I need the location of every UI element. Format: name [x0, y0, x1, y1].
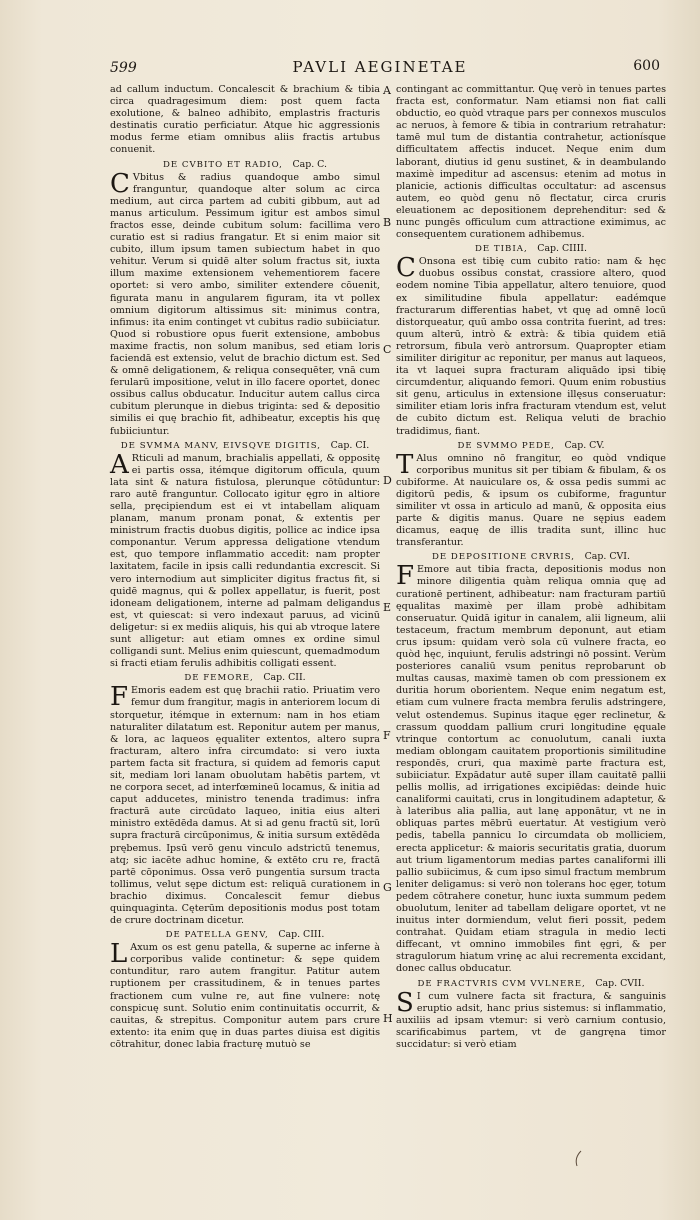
paragraph: [396, 84, 666, 241]
margin-letter: H: [383, 1012, 393, 1025]
chapter-number: Cap. C.: [292, 158, 327, 170]
paragraph-text: Emoris eadem est quę brachii ratio. Priuatim vero femur dum frangitur, magis in anteriorem locum di storquetur, itémque in externum: nam in hos etiam naturaliter dilatatum est. Reponitur autem per manus, & lora, ac laqueos ęqualiter extentos, altero supra fracturam, altero infra circumdato: si vero iuxta partem facta sit fractura, si quidem ad femoris caput sit, mediam lori lanam obuolutam habētis partem, vt ne corpora secet, ad interfœmineū locamus, & initia ad caput adducetes, ministro tenenda tradimus: infra fracturā aute circūdato laqueo, initia eius alteri ministro extēdēda damus. At si ad genu fractū sit, lorū supra fracturā circūponimus, & initia sursum extēdēda prębemus. Ipsū verō genu vinculo adstrictū tenemus, atq; sic iacēte adhuc homine, & extēto cru re, fractā partē cōponimus. Ossa verō pungentia sursum tracta tollimus, velut sępe dictum est: reliquā curationem in brachio diximus. Concalescit femur diebus quinquaginta. Cęterūm depositionis modus post totam de crure doctrinam dicetur.: [110, 685, 380, 927]
chapter-number: Cap. CIIII.: [537, 243, 587, 255]
chapter-heading: [110, 159, 380, 171]
paragraph: [396, 253, 666, 437]
paragraph-text: contingant ac committantur. Quę verò in tenues partes fracta est, conformatur. Nam etiamsi non fiat calli obductio, eo quòd vtraque pars per connexos musculos ac neruos, à femore & tibia in contrarium retrahatur: tamē mul tum de distantia contrahetur, actionísque difficultatem affectis inducet. Neque enim dum laborant, diutius id genu sustinet, & in deambulando maximè impeditur ad ascensus: etenim ad motus in planicie, actionis difficultas occultatur: ad ascensus autem, eo quòd genu nō flectatur, circa cruris eleuationem ac depositionem deprehenditur: sed & nunc pungēs officulum cum attractione eximimus, ac consequentem curationem adhibemus.: [396, 84, 666, 241]
chapter-number: Cap. CV.: [564, 439, 605, 451]
drop-cap: F: [396, 561, 415, 592]
paragraph: [110, 84, 380, 157]
chapter-number: Cap. CVI.: [584, 551, 630, 563]
paragraph-text: Axum os est genu patella, & superne ac inferne à corporibus valide continetur: & sępe quidem contunditur, raro autem frangitur. Patitur autem ruptionem per crassitudinem, & in tenues partes fractionem cum vulne re, aut fine vulnere: notę conspicuę sunt. Solutio enim continuitatis occurrit, & cauitas, & strepitus. Componitur autem pars crure extento: ita enim quę in duas partes diuisa est digitis cōtrahitur, donec labia fracturę mutuò se: [110, 942, 380, 1050]
chapter-number: Cap. CI.: [330, 439, 370, 451]
page-number-right: 600: [633, 58, 660, 74]
paragraph-text: I cum vulnere facta sit fractura, & sanguinis eruptio adsit, hanc prius sistemus: si inflammatio, auxiliis ad ipsam vtemur: si verò carnium contusio, scarificabimus partem, vt de gangręna timor succidatur: si verò etiam: [396, 990, 666, 1050]
chapter-title: DE PATELLA GENV,: [165, 930, 269, 941]
paragraph-text: Vbitus & radius quandoque ambo simul franguntur, quandoque alter solum ac circa medium, aut circa partem ad cubiti gibbum, aut ad manus articulum. Pessimum igitur est ambos simul fractos esse, deinde cubitum solum: facillima vero curatio est si radius frangatur. Et si enim maior sit cubito, illum ipsum tamen subiectum habet in quo vehitur. Verum si quidē alter solum fractus sit, iuxta illum maxime extensionem vehementiorem facere oportet: si vero ambo, similiter extendere cōuenit, figurata manu in angularem figuram, ita vt pollex omnium digitorum altissimus sit: minimus contra, infimus: ita enim continget vt cubitus radio subiiciatur. Quod si robustiore opus fuerit extensione, ambobus maxime fractis, non solum manibus, sed etiam loris faciendā est extensio, velut de brachio dictum est. Sed & omnē deligationem, & reliqua consequēter, vnā cum ferularū impositione, velut in illo facere oportet, donec ossibus callus obducatur. Inducitur autem callus circa cubitum plerunque in diebus triginta: sed & depositio similis ei quę brachio fit, adhibeatur, exceptis his quę fubiiciuntur.: [110, 171, 380, 437]
drop-cap: L: [110, 939, 128, 970]
chapter-number: Cap. CII.: [263, 672, 306, 684]
chapter-title: DE FRACTVRIS CVM VVLNERE,: [417, 978, 586, 989]
running-header: [100, 58, 660, 80]
right-column: [396, 84, 666, 1051]
drop-cap: C: [396, 253, 416, 284]
drop-cap: A: [110, 449, 129, 480]
pen-mark-icon: [573, 1150, 585, 1168]
margin-letter: E: [383, 601, 392, 614]
running-title: PAVLI AEGINETAE: [292, 58, 468, 76]
chapter-title: DE CVBITO ET RADIO,: [162, 159, 283, 170]
paragraph: [110, 449, 380, 671]
chapter-title: DE SVMMA MANV, EIVSQVE DIGITIS,: [120, 440, 322, 451]
margin-letter: D: [383, 474, 392, 487]
chapter-title: DE SVMMO PEDE,: [457, 440, 555, 451]
paragraph: [396, 987, 666, 1051]
margin-letter: C: [383, 343, 392, 356]
margin-letter: A: [383, 84, 391, 97]
paragraph: [110, 682, 380, 927]
left-column: [110, 84, 380, 1051]
paragraph-text: Rticuli ad manum, brachialis appellati, & oppositę ei partis ossa, itémque digitorum officula, quum lata sint & natura fistulosa, plerunque cōtūduntur: raro autē franguntur. Collocato igitur ęgro in altiore sella, pręcipiendum est ei vt intabellam aliquam planam, manum pronam ponat, & extentis per ministrum fractis duobus digitis, pollice ac indice ipsa componantur. Verum appressa deligatione vtendum est, quo tempore inflammatio accedit: nam propter laxitatem, facile in ipsis calli redundantia excrescit. Si vero internodium aut simpliciter digitus fractus fit, si quidē magnus, qui & pollex appellatur, is fuerit, post idoneam deligationem, interne ad palmam deligandus est, vt quiescat: si vero indexaut paruus, ad vicinū deligetur: si ex mediis aliquis, his qui ab vtroque latere sunt alligetur: aut etiam omnes ex ordine simul colligandi sunt. Melius enim quiescunt, quemadmodum si fracti etiam ferulis adhibitis colligati essent.: [110, 452, 380, 670]
chapter-number: Cap. CIII.: [278, 929, 325, 941]
chapter-title: DE TIBIA,: [475, 244, 528, 255]
margin-letter: B: [383, 216, 392, 229]
chapter-heading: [396, 440, 666, 452]
margin-letter: G: [383, 881, 392, 894]
chapter-heading: [396, 978, 666, 990]
chapter-heading: [396, 243, 666, 255]
drop-cap: C: [110, 168, 130, 199]
chapter-title: DE FEMORE,: [184, 673, 254, 684]
drop-cap: T: [396, 449, 414, 480]
chapter-number: Cap. CVII.: [595, 977, 645, 989]
paragraph-text: Onsona est tibię cum cubito ratio: nam & hęc duobus ossibus constat, crassiore altero, quod eodem nomine Tibia appellatur, altero tenuiore, quod ex similitudine fibula appellatur: eadémque fracturarum differentias habet, vt quę ad omnē locū distorqueatur, quū ambo ossa contrita fuerint, ad tres: quum alterū, intrò & extrà: & tibia quidem etiā retrorsum, fibula verò antrorsum. Quapropter etiam similiter dirigitur ac reponitur, per manus aut laqueos, ita vt laquei supra fracturam aliquādo ipsi tibię circumdentur, aliquando femori. Quum enim robustius sit genu, articulus in extensione illęsus conseruatur: similiter etiam loris infra fracturam vtendum est, velut de cubito dictum est. Reliqua veluti de brachio tradidimus, fiant.: [396, 256, 666, 437]
chapter-heading: [110, 440, 380, 452]
paragraph: [396, 449, 666, 550]
page-number-left: 599: [110, 60, 137, 76]
paragraph-text: Alus omnino nō frangitur, eo quòd vndique corporibus munitus sit per tibiam & fibulam, & os cubiforme. At nauiculare os, & ossa pedis summi ac digitorū pedis, & ipsum os cubiforme, fraguntur similiter vt ossa in articulo ad manū, & opposita eius parte & digitis manus. Quare ne sępius eadem dicamus, eaquę de illis tradita sunt, illinc huc transferantur.: [396, 452, 666, 549]
chapter-title: DE DEPOSITIONE CRVRIS,: [432, 552, 576, 563]
chapter-heading: [110, 929, 380, 941]
chapter-heading: [110, 672, 380, 684]
drop-cap: S: [396, 987, 414, 1018]
paragraph: [110, 168, 380, 438]
chapter-heading: [396, 551, 666, 563]
margin-letter: F: [383, 729, 391, 742]
drop-cap: F: [110, 682, 129, 713]
paragraph-text: ad callum inductum. Concalescit & brachium & tibia circa quadragesimum diem: post quem facta exolutione, & balneo adhibito, emplastris fracturis destinatis curatio perficiatur. Atque hic aggressionis modus ferme etiam omnibus aliis fractis artubus conuenit.: [110, 84, 380, 156]
paragraph: [110, 939, 380, 1051]
paragraph: [396, 561, 666, 975]
paragraph-text: Emore aut tibia fracta, depositionis modus non minore diligentia quàm reliqua omnia quę ad curationē pertinent, adhibeatur: nam fracturam partiū ęqualitas maximè per illam probè adhibitam conseruatur. Quidā igitur in canalem, alii ligneum, alii testaceum, fractum membrum deponunt, aut etiam crus ipsum: quidam verò sola cū vulnere fracta, eo quòd hęc, inquiunt, ferulis adstringi nō possint. Verùm posteriores canaliū vsum penitus reprobarunt ob multas causas, maximè tamen ob com pressionem ex duritia horum oborientem. Neque enim negatum est, etiam cum vulnere fracta membra ferulis adstringere, velut ostendemus. Supinus itaque ęger reclinetur, & crassum quoddam pallium cruri longitudine ęquale vtrinque contortum ac conuolutum, canali iuxta mediam oblongam cauitatem proportionis similitudine respondēs, cruri, qua maximè parte fractura est, subiiciatur. Expādatur autē super illam cauitatē pallii pellis mollis, ad irrigationes excipiēdas: deinde huic canaliformi cauitati, crus in longitudinem adaptetur, & à lateribus alia pallia, aut lanę apponātur, vt ne in obliquas partes mēbrū euertatur. At vestigium verò pedis, tabella pannicu lo circumdata ob molliciem, erecta applicetur: & maioris securitatis gratia, duorum aut trium ligamentorum medias partes canaliformi illi pallio subiicimus, & cum ipso simul fractum membrum leniter deligamus: si verò non tolerans hoc ęger, totum pedem cōtrahere conetur, hunc iuxta summum pedem obuolutum, leniter ad tabellam deligare oportet, vt ne inuitus inter dormiendum, velut fieri possit, pedem contrahat. Quidam etiam stragula in medio lecti diffecant, vt omnino immobiles fint ęgri, & per stragulorum hiatum vrinę ac alui recrementa excidant, donec callus obducatur.: [396, 564, 666, 975]
